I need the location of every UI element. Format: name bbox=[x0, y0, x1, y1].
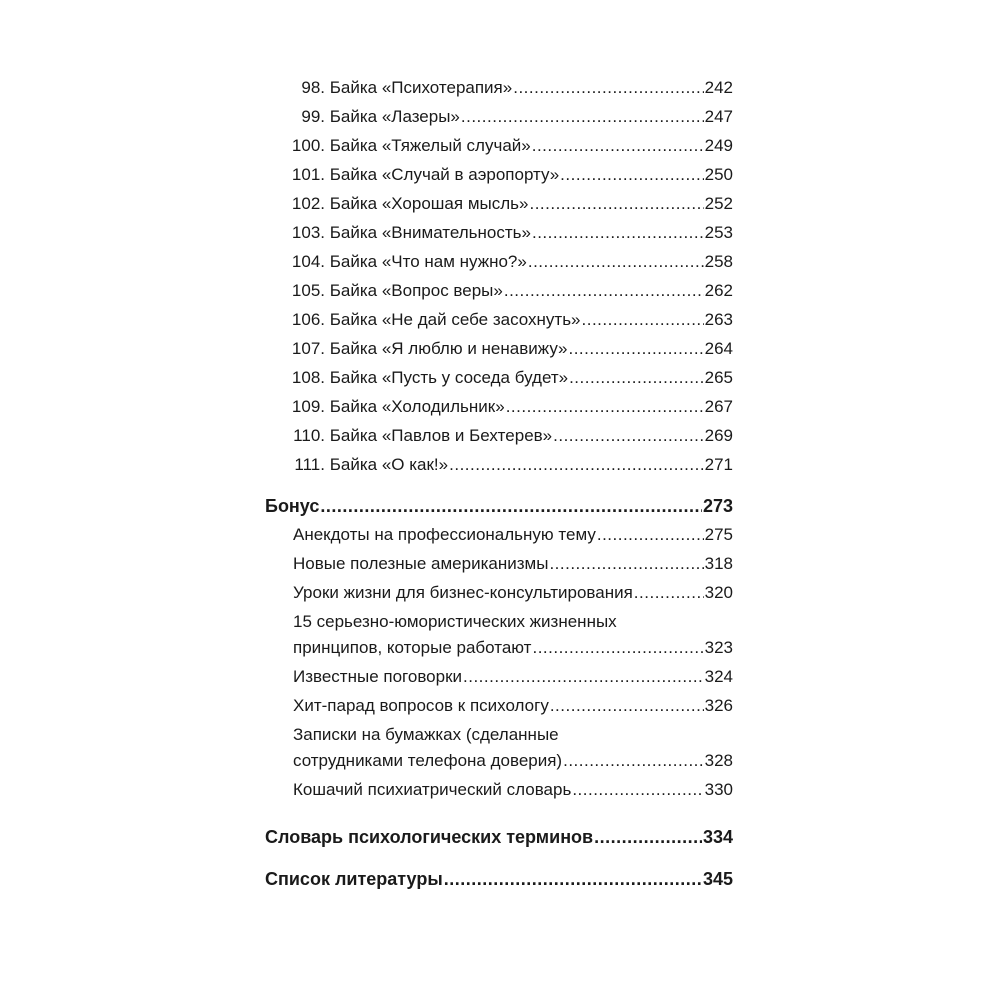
entry-page: 258 bbox=[704, 252, 733, 271]
entry-title: Новые полезные американизмы bbox=[293, 554, 549, 573]
toc-entry[interactable] bbox=[265, 426, 733, 455]
toc-entry[interactable] bbox=[293, 667, 733, 696]
section-title: Список литературы bbox=[265, 869, 443, 889]
toc-entry[interactable] bbox=[265, 165, 733, 194]
entry-title: Байка «Хорошая мысль» bbox=[329, 194, 529, 213]
entry-title: Байка «Тяжелый случай» bbox=[329, 136, 531, 155]
entry-title: принципов, которые работают bbox=[293, 638, 532, 657]
entry-title: Байка «Пусть у соседа будет» bbox=[329, 368, 569, 387]
section-page: 345 bbox=[702, 869, 733, 889]
toc-section-entry[interactable] bbox=[265, 496, 733, 516]
leader-dots bbox=[532, 136, 704, 156]
section-page: 334 bbox=[702, 827, 733, 847]
leader-dots bbox=[461, 107, 704, 127]
entry-page: 264 bbox=[704, 339, 733, 358]
toc-entry[interactable] bbox=[265, 136, 733, 165]
entry-number: 106. bbox=[291, 310, 325, 329]
leader-dots bbox=[444, 869, 702, 889]
leader-dots bbox=[463, 667, 704, 687]
leader-dots bbox=[553, 426, 703, 446]
bonus-items bbox=[265, 525, 733, 809]
leader-dots bbox=[528, 252, 704, 272]
toc-entry[interactable] bbox=[265, 397, 733, 426]
toc-section-entry[interactable] bbox=[265, 827, 733, 847]
entry-number: 108. bbox=[291, 368, 325, 387]
entry-number: 110. bbox=[293, 426, 325, 445]
entry-number: 104. bbox=[291, 252, 325, 271]
toc-entry[interactable] bbox=[293, 638, 733, 667]
toc-entry[interactable] bbox=[293, 780, 733, 809]
toc-entry-multiline[interactable] bbox=[293, 612, 733, 667]
leader-dots bbox=[506, 397, 704, 417]
entry-page: 330 bbox=[704, 780, 733, 799]
entry-title: Анекдоты на профессиональную тему bbox=[293, 525, 596, 544]
entry-title: Байка «Психотерапия» bbox=[329, 78, 513, 97]
entry-page: 252 bbox=[704, 194, 733, 213]
entry-page: 271 bbox=[704, 455, 733, 474]
entry-number: 98. bbox=[301, 78, 325, 97]
entry-page: 242 bbox=[704, 78, 733, 97]
toc-entry[interactable] bbox=[265, 252, 733, 281]
section-bonus bbox=[265, 496, 733, 516]
leader-dots bbox=[529, 194, 703, 214]
entry-page: 320 bbox=[704, 583, 733, 602]
leader-dots bbox=[560, 165, 703, 185]
leader-dots bbox=[597, 525, 704, 545]
toc-section-entry[interactable] bbox=[265, 869, 733, 889]
entry-title-line1: Записки на бумажках (сделанные bbox=[293, 725, 559, 744]
leader-dots bbox=[594, 827, 702, 847]
entry-number: 100. bbox=[291, 136, 325, 155]
leader-dots bbox=[563, 751, 704, 771]
entry-page: 323 bbox=[704, 638, 733, 657]
entry-number: 109. bbox=[291, 397, 325, 416]
leader-dots bbox=[572, 780, 703, 800]
toc-entry[interactable] bbox=[293, 525, 733, 554]
entry-number: 107. bbox=[291, 339, 325, 358]
leader-dots bbox=[449, 455, 704, 475]
entry-number: 103. bbox=[291, 223, 325, 242]
entry-title: Байка «Холодильник» bbox=[329, 397, 505, 416]
entry-title: Байка «Я люблю и ненавижу» bbox=[329, 339, 568, 358]
section-literature bbox=[265, 869, 733, 889]
leader-dots bbox=[634, 583, 704, 603]
entry-title: Известные поговорки bbox=[293, 667, 463, 686]
section-dictionary bbox=[265, 827, 733, 847]
leader-dots bbox=[582, 310, 704, 330]
entry-page: 247 bbox=[704, 107, 733, 126]
entry-page: 326 bbox=[704, 696, 733, 715]
entry-title: Кошачий психиатрический словарь bbox=[293, 780, 572, 799]
section-page: 273 bbox=[702, 496, 733, 516]
table-of-contents bbox=[265, 78, 733, 889]
leader-dots bbox=[550, 696, 704, 716]
entry-number: 102. bbox=[291, 194, 325, 213]
entry-title: Байка «Вопрос веры» bbox=[329, 281, 503, 300]
entry-page: 328 bbox=[704, 751, 733, 770]
entry-page: 265 bbox=[704, 368, 733, 387]
leader-dots bbox=[532, 223, 704, 243]
leader-dots bbox=[568, 339, 703, 359]
entry-page: 318 bbox=[704, 554, 733, 573]
entry-page: 267 bbox=[704, 397, 733, 416]
entry-page: 250 bbox=[704, 165, 733, 184]
entry-title-line1: 15 серьезно-юмористических жизненных bbox=[293, 612, 617, 631]
toc-entry[interactable] bbox=[265, 310, 733, 339]
toc-entry[interactable] bbox=[265, 223, 733, 252]
entry-title: Хит-парад вопросов к психологу bbox=[293, 696, 549, 715]
entry-page: 262 bbox=[704, 281, 733, 300]
leader-dots bbox=[504, 281, 704, 301]
toc-entry[interactable] bbox=[293, 554, 733, 583]
leader-dots bbox=[569, 368, 704, 388]
entry-title: Байка «О как!» bbox=[329, 455, 449, 474]
toc-entry[interactable] bbox=[265, 194, 733, 223]
leader-dots bbox=[513, 78, 703, 98]
entry-number: 111. bbox=[294, 455, 325, 474]
entry-page: 253 bbox=[704, 223, 733, 242]
section-title: Словарь психологических терминов bbox=[265, 827, 594, 847]
entry-title: Байка «Что нам нужно?» bbox=[329, 252, 527, 271]
entry-title: Байка «Павлов и Бехтерев» bbox=[329, 426, 553, 445]
toc-entry[interactable] bbox=[265, 368, 733, 397]
entry-title: Байка «Не дай себе засохнуть» bbox=[329, 310, 581, 329]
entry-title: Байка «Внимательность» bbox=[329, 223, 531, 242]
section-title: Бонус bbox=[265, 496, 320, 516]
entry-page: 269 bbox=[704, 426, 733, 445]
entry-title: Байка «Лазеры» bbox=[329, 107, 460, 126]
entry-title: сотрудниками телефона доверия) bbox=[293, 751, 563, 770]
toc-entry-multiline[interactable] bbox=[293, 725, 733, 780]
leader-dots bbox=[549, 554, 703, 574]
toc-entry[interactable] bbox=[265, 455, 733, 484]
entry-page: 275 bbox=[704, 525, 733, 544]
leader-dots bbox=[320, 496, 702, 516]
toc-entry[interactable] bbox=[293, 751, 733, 780]
toc-entry[interactable] bbox=[265, 107, 733, 136]
toc-entry[interactable] bbox=[293, 583, 733, 612]
toc-entry[interactable] bbox=[265, 339, 733, 368]
leader-dots bbox=[532, 638, 703, 658]
entry-number: 105. bbox=[291, 281, 325, 300]
entry-title: Уроки жизни для бизнес-консультирования bbox=[293, 583, 633, 602]
entry-number: 101. bbox=[291, 165, 325, 184]
toc-entry[interactable] bbox=[265, 281, 733, 310]
entry-page: 263 bbox=[704, 310, 733, 329]
entry-page: 249 bbox=[704, 136, 733, 155]
entry-number: 99. bbox=[301, 107, 325, 126]
entry-title: Байка «Случай в аэропорту» bbox=[329, 165, 560, 184]
toc-entry[interactable] bbox=[265, 78, 733, 107]
toc-entry[interactable] bbox=[293, 696, 733, 725]
entry-page: 324 bbox=[704, 667, 733, 686]
